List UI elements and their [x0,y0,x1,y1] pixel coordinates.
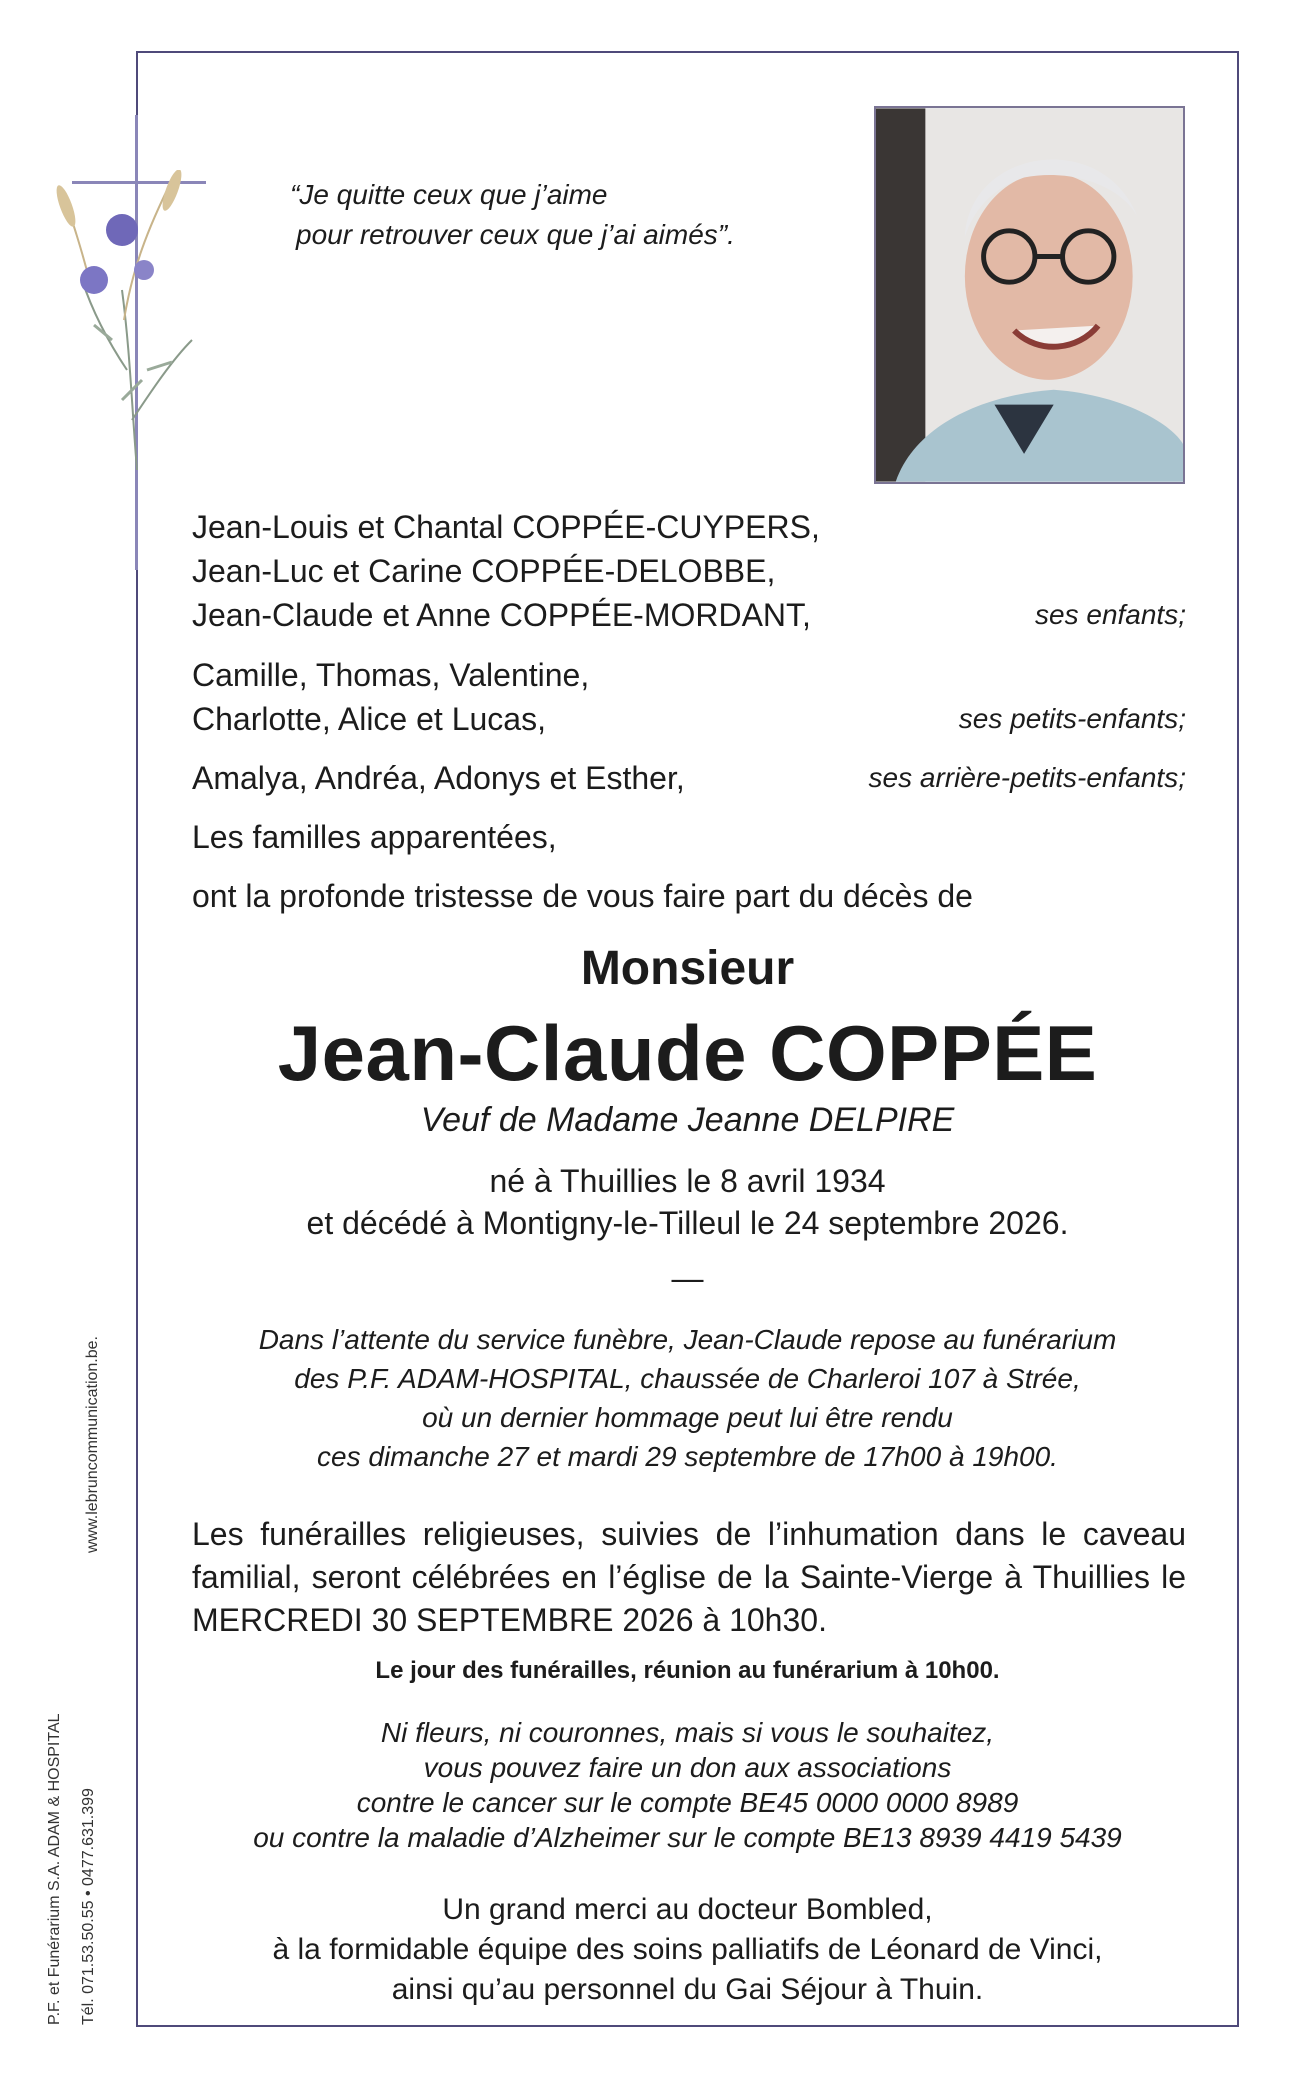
deceased-name: Jean-Claude COPPÉE [277,1009,1098,1097]
grandchildren-label: ses petits-enfants; [958,703,1186,734]
thanks-line: ainsi qu’au personnel du Gai Séjour à Thuin. [391,1973,984,2006]
relatives: Les familles apparentées, [192,819,557,855]
cornflower-wheat-icon [52,170,222,470]
thanks-line: à la formidable équipe des soins palliatifs de Léonard de Vinci, [272,1933,1103,1966]
viewing-line: des P.F. ADAM-HOSPITAL, chaussée de Charleroi 107 à Strée, [294,1363,1081,1394]
portrait-photo [874,106,1185,484]
born: né à Thuillies le 8 avril 1934 [489,1163,886,1199]
announcement: ont la profonde tristesse de vous faire part du décès de [192,878,973,914]
great-grandchildren-name: Amalya, Andréa, Adonys et Esther, [192,760,685,796]
children-name: Jean-Luc et Carine COPPÉE-DELOBBE, [192,553,776,589]
viewing-info [136,1320,1239,1476]
sidebar-phones: Tél. 071.53.50.55 • 0477.631.399 [80,1788,97,2025]
donation-line: contre le cancer sur le compte BE45 0000 0000 8989 [356,1787,1019,1818]
great-grandchildren-row [192,756,1186,800]
children-name: Jean-Claude et Anne COPPÉE-MORDANT, [192,597,811,633]
quote-line: “Je quitte ceux que j’aime [290,179,608,210]
reunion-info: Le jour des funérailles, réunion au funérarium à 10h00. [375,1657,1000,1684]
grandchildren-name: Camille, Thomas, Valentine, [192,657,590,693]
sidebar-company: P.F. et Funérarium S.A. ADAM & HOSPITAL [46,1713,63,2025]
thanks-line: Un grand merci au docteur Bombled, [442,1893,933,1926]
quote-line: pour retrouver ceux que j’ai aimés”. [296,219,735,250]
grandchildren-row [192,697,1186,741]
separator: — [671,1260,704,1296]
thanks [136,1890,1239,2010]
donation-line: Ni fleurs, ni couronnes, mais si vous le souhaitez, [380,1717,995,1748]
died: et décédé à Montigny-le-Tilleul le 24 septembre 2026. [306,1205,1069,1241]
quote [290,175,735,255]
donation-line: ou contre la maladie d’Alzheimer sur le compte BE13 8939 4419 5439 [253,1822,1122,1853]
funeral-info: Les funérailles religieuses, suivies de l’inhumation dans le caveau familial, seront célébrées en l’église de la Sainte-Vierge à Thuillies le MERCREDI 30 SEPTEMBRE 2026 à 10h30. [192,1516,1186,1638]
viewing-line: où un dernier hommage peut lui être rendu [422,1402,953,1433]
viewing-line: Dans l’attente du service funèbre, Jean-Claude repose au funérarium [258,1324,1117,1355]
children-name: Jean-Louis et Chantal COPPÉE-CUYPERS, [192,509,820,545]
grandchildren-name: Charlotte, Alice et Lucas, [192,701,546,737]
birth-death [136,1160,1239,1244]
widow-of: Veuf de Madame Jeanne DELPIRE [420,1101,955,1139]
donations-info [136,1715,1239,1855]
children-row [192,593,1186,637]
sidebar-website: www.lebruncommunication.be. [84,1336,101,1553]
donation-line: vous pouvez faire un don aux associations [423,1752,952,1783]
viewing-line: ces dimanche 27 et mardi 29 septembre de 17h00 à 19h00. [317,1441,1058,1472]
deceased-title: Monsieur [580,942,795,995]
children-label: ses enfants; [1035,599,1186,630]
great-grandchildren-label: ses arrière-petits-enfants; [868,762,1186,793]
